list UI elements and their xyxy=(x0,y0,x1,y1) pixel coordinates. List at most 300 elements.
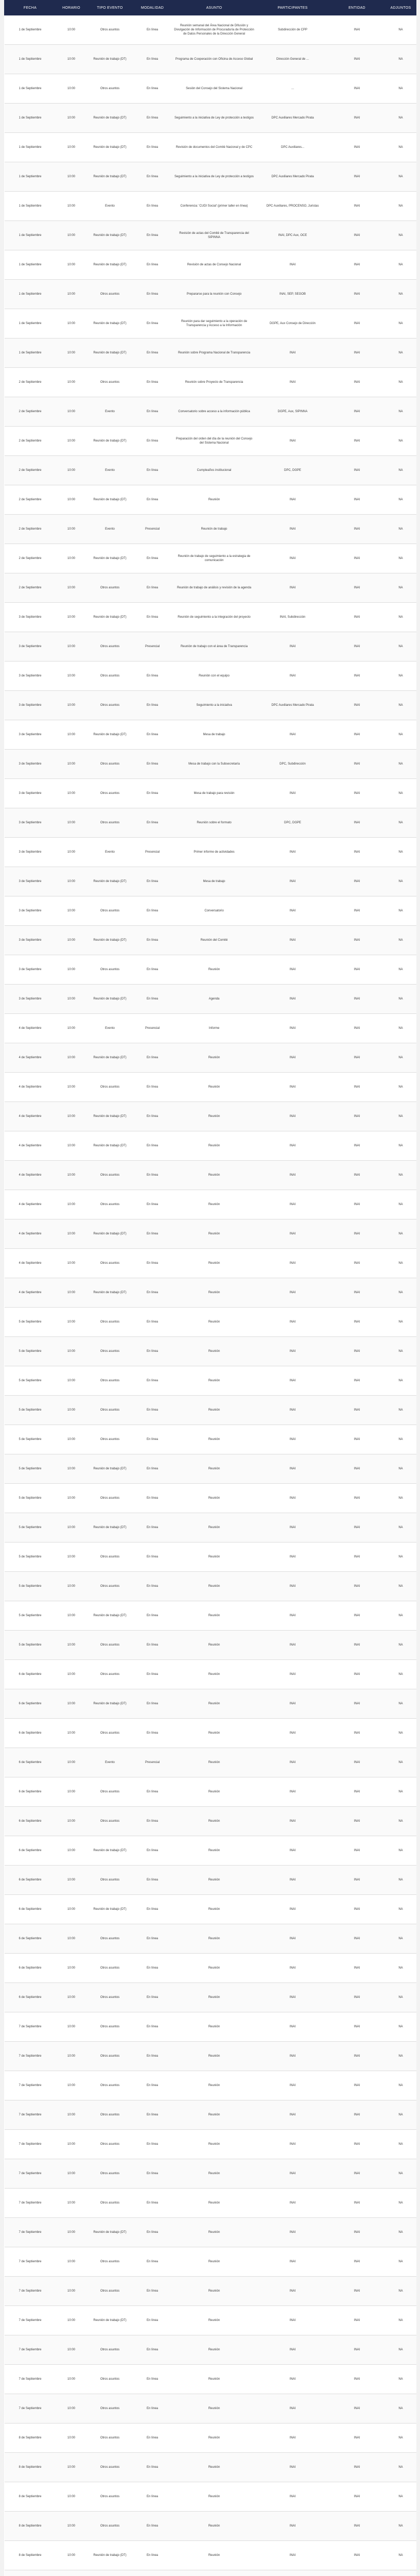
header-horario[interactable]: HORARIO xyxy=(56,1,87,15)
cell-participantes: INAI xyxy=(257,1249,329,1278)
cell-tipo-evento: Reunión de trabajo (DT) xyxy=(87,2306,133,2335)
cell-entidad: INAI xyxy=(329,1014,386,1043)
cell-adjuntos: NA xyxy=(386,1924,416,1954)
cell-tipo-evento: Otros asuntos xyxy=(87,750,133,779)
header-participantes[interactable]: PARTICIPANTES xyxy=(257,1,329,15)
cell-participantes: INAI xyxy=(257,2159,329,2189)
cell-participantes: DGPE, Aux, SIPINNA xyxy=(257,397,329,427)
cell-modalidad: En línea xyxy=(133,1043,172,1073)
cell-asunto: Reunión xyxy=(172,1308,257,1337)
table-row xyxy=(5,1748,416,1777)
cell-modalidad: En línea xyxy=(133,808,172,838)
table-row xyxy=(5,1866,416,1895)
cell-entidad: INAI xyxy=(329,1337,386,1366)
cell-asunto: Reunión xyxy=(172,2394,257,2424)
table-row xyxy=(5,1249,416,1278)
cell-tipo-evento: Otros asuntos xyxy=(87,1073,133,1102)
cell-tipo-evento: Reunión de trabajo (DT) xyxy=(87,133,133,162)
cell-adjuntos: NA xyxy=(386,221,416,250)
cell-fecha: 3 de Septiembre xyxy=(5,867,56,896)
cell-modalidad: En línea xyxy=(133,485,172,515)
cell-modalidad: En línea xyxy=(133,1308,172,1337)
cell-participantes: INAI xyxy=(257,985,329,1014)
cell-horario: 10:00 xyxy=(56,1396,87,1425)
cell-adjuntos: NA xyxy=(386,2042,416,2071)
cell-entidad: INAI xyxy=(329,1983,386,2012)
cell-tipo-evento: Otros asuntos xyxy=(87,1719,133,1748)
cell-entidad: INAI xyxy=(329,662,386,691)
cell-asunto: Preparación del orden del día de la reunión del Consejo del Sistema Nacional xyxy=(172,427,257,456)
cell-tipo-evento: Otros asuntos xyxy=(87,632,133,662)
cell-adjuntos: NA xyxy=(386,1748,416,1777)
cell-participantes: INAI xyxy=(257,720,329,750)
cell-horario: 10:00 xyxy=(56,309,87,338)
table-row xyxy=(5,104,416,133)
cell-participantes: INAI xyxy=(257,1043,329,1073)
table-row xyxy=(5,1043,416,1073)
cell-adjuntos: NA xyxy=(386,162,416,192)
cell-entidad: INAI xyxy=(329,2541,386,2570)
cell-modalidad: En línea xyxy=(133,955,172,985)
cell-participantes: INAI xyxy=(257,2189,329,2218)
cell-adjuntos: NA xyxy=(386,485,416,515)
cell-tipo-evento: Otros asuntos xyxy=(87,2100,133,2130)
cell-participantes: INAI xyxy=(257,1601,329,1631)
cell-tipo-evento: Otros asuntos xyxy=(87,2365,133,2394)
cell-tipo-evento: Reunión de trabajo (DT) xyxy=(87,162,133,192)
cell-tipo-evento: Otros asuntos xyxy=(87,808,133,838)
cell-asunto: Reunión xyxy=(172,1219,257,1249)
cell-participantes: INAI xyxy=(257,1337,329,1366)
cell-horario: 10:00 xyxy=(56,74,87,104)
cell-participantes: INAI xyxy=(257,1631,329,1660)
cell-fecha: 7 de Septiembre xyxy=(5,2335,56,2365)
cell-tipo-evento: Otros asuntos xyxy=(87,1631,133,1660)
cell-entidad: INAI xyxy=(329,2247,386,2277)
cell-entidad: INAI xyxy=(329,1543,386,1572)
cell-asunto: Reunión xyxy=(172,2277,257,2306)
table-row xyxy=(5,2541,416,2570)
cell-participantes: DPC Auxiliares Mercado Pirata xyxy=(257,691,329,720)
cell-horario: 10:00 xyxy=(56,896,87,926)
cell-adjuntos: NA xyxy=(386,1454,416,1484)
cell-adjuntos: NA xyxy=(386,2071,416,2100)
cell-asunto: Reunión xyxy=(172,1454,257,1484)
cell-adjuntos: NA xyxy=(386,397,416,427)
cell-tipo-evento: Otros asuntos xyxy=(87,2071,133,2100)
cell-asunto: Reunión del Comité xyxy=(172,926,257,955)
cell-participantes: INAI xyxy=(257,867,329,896)
cell-participantes: INAI xyxy=(257,2541,329,2570)
cell-horario: 10:00 xyxy=(56,250,87,280)
cell-adjuntos: NA xyxy=(386,720,416,750)
table-row xyxy=(5,603,416,632)
cell-asunto: Conferencia: 'CUDI Social' (primer taller en línea) xyxy=(172,192,257,221)
cell-fecha: 4 de Septiembre xyxy=(5,1073,56,1102)
table-row xyxy=(5,1983,416,2012)
cell-horario: 10:00 xyxy=(56,15,87,45)
cell-entidad: INAI xyxy=(329,2394,386,2424)
cell-asunto: Reunión xyxy=(172,1484,257,1513)
cell-adjuntos: NA xyxy=(386,2335,416,2365)
cell-entidad: INAI xyxy=(329,985,386,1014)
cell-horario: 10:00 xyxy=(56,2189,87,2218)
cell-entidad: INAI xyxy=(329,338,386,368)
cell-horario: 10:00 xyxy=(56,1249,87,1278)
cell-participantes: INAI xyxy=(257,1660,329,1689)
table-row xyxy=(5,1777,416,1807)
cell-horario: 10:00 xyxy=(56,1954,87,1983)
cell-entidad: INAI xyxy=(329,1043,386,1073)
cell-tipo-evento xyxy=(87,2570,133,2576)
cell-modalidad: En línea xyxy=(133,221,172,250)
cell-participantes: DPC Auxiliares... xyxy=(257,133,329,162)
cell-horario: 10:00 xyxy=(56,1513,87,1543)
cell-entidad: INAI xyxy=(329,45,386,74)
cell-participantes: INAI xyxy=(257,1161,329,1190)
cell-entidad: INAI xyxy=(329,1190,386,1219)
cell-adjuntos: NA xyxy=(386,1337,416,1366)
cell-horario: 10:00 xyxy=(56,427,87,456)
cell-participantes: INAI, Subdirección xyxy=(257,603,329,632)
cell-tipo-evento: Evento xyxy=(87,1748,133,1777)
cell-entidad: INAI xyxy=(329,1807,386,1836)
cell-fecha: 2 de Septiembre xyxy=(5,544,56,573)
table-row xyxy=(5,2570,416,2576)
cell-modalidad: En línea xyxy=(133,338,172,368)
cell-entidad: INAI xyxy=(329,1895,386,1924)
cell-tipo-evento: Otros asuntos xyxy=(87,1543,133,1572)
cell-participantes: INAI xyxy=(257,1836,329,1866)
cell-entidad: INAI xyxy=(329,1161,386,1190)
cell-participantes: INAI xyxy=(257,1748,329,1777)
cell-asunto: Seguimiento a la iniciativa de Ley de protección a testigos xyxy=(172,162,257,192)
cell-tipo-evento: Otros asuntos xyxy=(87,896,133,926)
cell-asunto: Reunión xyxy=(172,2100,257,2130)
cell-modalidad: En línea xyxy=(133,1278,172,1308)
cell-tipo-evento: Otros asuntos xyxy=(87,955,133,985)
cell-adjuntos: NA xyxy=(386,1954,416,1983)
cell-tipo-evento: Reunión de trabajo (DT) xyxy=(87,603,133,632)
cell-fecha: 7 de Septiembre xyxy=(5,2394,56,2424)
cell-fecha: 4 de Septiembre xyxy=(5,1131,56,1161)
cell-fecha xyxy=(5,2570,56,2576)
cell-horario: 10:00 xyxy=(56,750,87,779)
cell-entidad: INAI xyxy=(329,104,386,133)
cell-fecha: 1 de Septiembre xyxy=(5,104,56,133)
cell-adjuntos: NA xyxy=(386,1102,416,1131)
agenda-table xyxy=(4,0,416,2576)
cell-entidad: INAI xyxy=(329,632,386,662)
table-row xyxy=(5,1924,416,1954)
cell-modalidad: En línea xyxy=(133,1777,172,1807)
cell-horario: 10:00 xyxy=(56,1425,87,1454)
cell-fecha: 5 de Septiembre xyxy=(5,1572,56,1601)
cell-entidad: INAI xyxy=(329,750,386,779)
cell-horario: 10:00 xyxy=(56,2247,87,2277)
cell-horario: 10:00 xyxy=(56,1014,87,1043)
cell-horario: 10:00 xyxy=(56,2394,87,2424)
header-fecha[interactable]: FECHA xyxy=(5,1,56,15)
cell-asunto: Seguimiento a la iniciativa de Ley de protección a testigos xyxy=(172,104,257,133)
cell-horario: 10:00 xyxy=(56,1719,87,1748)
cell-adjuntos: NA xyxy=(386,104,416,133)
cell-entidad: INAI xyxy=(329,1777,386,1807)
cell-tipo-evento: Evento xyxy=(87,1014,133,1043)
table-row xyxy=(5,456,416,485)
cell-asunto xyxy=(172,2570,257,2576)
cell-participantes: ... xyxy=(257,74,329,104)
cell-tipo-evento: Reunión de trabajo (DT) xyxy=(87,1836,133,1866)
cell-horario: 10:00 xyxy=(56,838,87,867)
cell-modalidad: En línea xyxy=(133,2012,172,2042)
cell-asunto: Reunión xyxy=(172,955,257,985)
cell-asunto: Reunión xyxy=(172,1278,257,1308)
cell-horario: 10:00 xyxy=(56,1219,87,1249)
cell-tipo-evento: Reunión de trabajo (DT) xyxy=(87,338,133,368)
cell-modalidad: En línea xyxy=(133,1190,172,1219)
cell-entidad: INAI xyxy=(329,1308,386,1337)
cell-fecha: 1 de Septiembre xyxy=(5,45,56,74)
cell-fecha: 7 de Septiembre xyxy=(5,2042,56,2071)
cell-modalidad: En línea xyxy=(133,779,172,808)
cell-fecha: 7 de Septiembre xyxy=(5,2189,56,2218)
cell-asunto: Reunión xyxy=(172,2189,257,2218)
cell-modalidad: En línea xyxy=(133,45,172,74)
cell-modalidad: En línea xyxy=(133,397,172,427)
cell-horario: 10:00 xyxy=(56,603,87,632)
cell-tipo-evento: Otros asuntos xyxy=(87,691,133,720)
cell-modalidad: En línea xyxy=(133,2512,172,2541)
cell-adjuntos: NA xyxy=(386,2218,416,2247)
cell-fecha: 3 de Septiembre xyxy=(5,838,56,867)
cell-adjuntos: NA xyxy=(386,74,416,104)
cell-asunto: Reunión xyxy=(172,1924,257,1954)
cell-participantes: INAI, DPC Aux, OCE xyxy=(257,221,329,250)
cell-entidad: INAI xyxy=(329,2042,386,2071)
cell-horario: 10:00 xyxy=(56,2541,87,2570)
table-row xyxy=(5,720,416,750)
cell-modalidad: En línea xyxy=(133,15,172,45)
cell-fecha: 4 de Septiembre xyxy=(5,1014,56,1043)
cell-entidad xyxy=(329,2570,386,2576)
cell-fecha: 5 de Septiembre xyxy=(5,1484,56,1513)
cell-adjuntos: NA xyxy=(386,133,416,162)
cell-participantes: INAI xyxy=(257,1954,329,1983)
table-row xyxy=(5,985,416,1014)
cell-modalidad: En línea xyxy=(133,1631,172,1660)
cell-tipo-evento: Reunión de trabajo (DT) xyxy=(87,1454,133,1484)
table-row xyxy=(5,250,416,280)
cell-tipo-evento: Otros asuntos xyxy=(87,1924,133,1954)
table-row xyxy=(5,1014,416,1043)
cell-participantes: INAI xyxy=(257,1190,329,1219)
table-row xyxy=(5,133,416,162)
cell-modalidad: En línea xyxy=(133,1337,172,1366)
cell-entidad: INAI xyxy=(329,1249,386,1278)
cell-horario: 10:00 xyxy=(56,1983,87,2012)
cell-tipo-evento: Evento xyxy=(87,838,133,867)
cell-participantes: INAI xyxy=(257,1719,329,1748)
cell-fecha: 1 de Septiembre xyxy=(5,133,56,162)
cell-fecha: 5 de Septiembre xyxy=(5,1601,56,1631)
table-row xyxy=(5,1131,416,1161)
cell-asunto: Mesa de trabajo xyxy=(172,867,257,896)
cell-horario: 10:00 xyxy=(56,1866,87,1895)
table-row xyxy=(5,779,416,808)
cell-tipo-evento: Otros asuntos xyxy=(87,280,133,309)
table-row xyxy=(5,2071,416,2100)
cell-modalidad: En línea xyxy=(133,750,172,779)
cell-participantes: INAI xyxy=(257,1543,329,1572)
cell-fecha: 5 de Septiembre xyxy=(5,1425,56,1454)
cell-participantes: INAI xyxy=(257,2394,329,2424)
cell-modalidad: En línea xyxy=(133,867,172,896)
cell-adjuntos: NA xyxy=(386,250,416,280)
cell-adjuntos: NA xyxy=(386,1425,416,1454)
cell-fecha: 5 de Septiembre xyxy=(5,1631,56,1660)
cell-entidad: INAI xyxy=(329,2335,386,2365)
cell-asunto: Reunión xyxy=(172,1073,257,1102)
cell-participantes: INAI xyxy=(257,2482,329,2512)
header-tipo-evento[interactable]: TIPO EVENTO xyxy=(87,1,133,15)
cell-tipo-evento: Reunión de trabajo (DT) xyxy=(87,250,133,280)
cell-horario: 10:00 xyxy=(56,1924,87,1954)
cell-fecha: 1 de Septiembre xyxy=(5,221,56,250)
cell-asunto: Reunión de seguimiento a la integración del proyecto xyxy=(172,603,257,632)
cell-participantes: INAI xyxy=(257,1777,329,1807)
cell-fecha: 1 de Septiembre xyxy=(5,280,56,309)
cell-tipo-evento: Reunión de trabajo (DT) xyxy=(87,1102,133,1131)
cell-adjuntos: NA xyxy=(386,45,416,74)
table-row xyxy=(5,1102,416,1131)
cell-fecha: 7 de Septiembre xyxy=(5,2130,56,2159)
cell-fecha: 6 de Septiembre xyxy=(5,1660,56,1689)
header-asunto[interactable]: ASUNTO xyxy=(172,1,257,15)
cell-tipo-evento: Reunión de trabajo (DT) xyxy=(87,1895,133,1924)
cell-horario: 10:00 xyxy=(56,926,87,955)
cell-tipo-evento: Reunión de trabajo (DT) xyxy=(87,427,133,456)
cell-participantes: INAI xyxy=(257,1983,329,2012)
table-row xyxy=(5,1689,416,1719)
cell-asunto: Mesa de trabajo xyxy=(172,720,257,750)
cell-horario: 10:00 xyxy=(56,1454,87,1484)
cell-modalidad: En línea xyxy=(133,2394,172,2424)
cell-modalidad: En línea xyxy=(133,1073,172,1102)
cell-participantes: Dirección General de ... xyxy=(257,45,329,74)
cell-adjuntos: NA xyxy=(386,985,416,1014)
cell-participantes: INAI xyxy=(257,2335,329,2365)
cell-modalidad: En línea xyxy=(133,2482,172,2512)
cell-fecha: 3 de Septiembre xyxy=(5,779,56,808)
table-row xyxy=(5,2365,416,2394)
cell-participantes: INAI xyxy=(257,1484,329,1513)
table-row xyxy=(5,1278,416,1308)
cell-modalidad: En línea xyxy=(133,1131,172,1161)
table-row xyxy=(5,2394,416,2424)
cell-tipo-evento: Otros asuntos xyxy=(87,1807,133,1836)
cell-asunto: Reunión sobre Programa Nacional de Transparencia xyxy=(172,338,257,368)
cell-fecha: 5 de Septiembre xyxy=(5,1337,56,1366)
cell-entidad: INAI xyxy=(329,1425,386,1454)
cell-modalidad: En línea xyxy=(133,2365,172,2394)
table-header xyxy=(5,1,416,15)
header-entidad[interactable]: ENTIDAD xyxy=(329,1,386,15)
cell-participantes: INAI xyxy=(257,1513,329,1543)
cell-participantes: INAI xyxy=(257,2365,329,2394)
cell-asunto: Reunión xyxy=(172,1836,257,1866)
cell-adjuntos: NA xyxy=(386,1366,416,1396)
cell-entidad: INAI xyxy=(329,720,386,750)
cell-tipo-evento: Otros asuntos xyxy=(87,1484,133,1513)
cell-participantes: INAI xyxy=(257,662,329,691)
cell-tipo-evento: Otros asuntos xyxy=(87,1249,133,1278)
table-row xyxy=(5,926,416,955)
cell-adjuntos: NA xyxy=(386,427,416,456)
cell-modalidad: En línea xyxy=(133,926,172,955)
cell-modalidad: En línea xyxy=(133,133,172,162)
cell-modalidad: En línea xyxy=(133,1425,172,1454)
cell-asunto: Revisión de actas de Consejo Nacional xyxy=(172,250,257,280)
cell-entidad: INAI xyxy=(329,1219,386,1249)
cell-modalidad: En línea xyxy=(133,1513,172,1543)
cell-modalidad: En línea xyxy=(133,2453,172,2482)
cell-asunto: Revisión de actas del Comité de Transparencia del SIPINNA xyxy=(172,221,257,250)
cell-entidad: INAI xyxy=(329,2100,386,2130)
cell-adjuntos: NA xyxy=(386,1836,416,1866)
cell-horario: 10:00 xyxy=(56,104,87,133)
cell-participantes: INAI xyxy=(257,1807,329,1836)
cell-participantes: INAI xyxy=(257,427,329,456)
cell-participantes: INAI xyxy=(257,1102,329,1131)
cell-modalidad: En línea xyxy=(133,456,172,485)
header-modalidad[interactable]: MODALIDAD xyxy=(133,1,172,15)
cell-entidad: INAI xyxy=(329,838,386,867)
cell-fecha: 5 de Septiembre xyxy=(5,1454,56,1484)
cell-adjuntos: NA xyxy=(386,1601,416,1631)
cell-asunto: Reunión de trabajo xyxy=(172,515,257,544)
cell-fecha: 3 de Septiembre xyxy=(5,691,56,720)
header-adjuntos[interactable]: ADJUNTOS xyxy=(386,1,416,15)
cell-participantes: INAI xyxy=(257,1366,329,1396)
table-row xyxy=(5,515,416,544)
cell-participantes: DPC Auxiliares Mercado Pirata xyxy=(257,162,329,192)
cell-modalidad: Presencial xyxy=(133,515,172,544)
cell-horario: 10:00 xyxy=(56,192,87,221)
cell-modalidad: En línea xyxy=(133,985,172,1014)
cell-horario: 10:00 xyxy=(56,808,87,838)
cell-tipo-evento: Reunión de trabajo (DT) xyxy=(87,221,133,250)
cell-asunto: Reunión sobre el formato xyxy=(172,808,257,838)
cell-asunto: Reunión xyxy=(172,2424,257,2453)
cell-asunto: Conversatorio sobre acceso a la información pública xyxy=(172,397,257,427)
cell-horario: 10:00 xyxy=(56,1308,87,1337)
cell-fecha: 7 de Septiembre xyxy=(5,2277,56,2306)
cell-fecha: 4 de Septiembre xyxy=(5,1190,56,1219)
cell-entidad: INAI xyxy=(329,1102,386,1131)
cell-modalidad: En línea xyxy=(133,2189,172,2218)
cell-asunto: Reunión xyxy=(172,2012,257,2042)
cell-modalidad: En línea xyxy=(133,691,172,720)
table-row xyxy=(5,808,416,838)
cell-fecha: 6 de Septiembre xyxy=(5,1719,56,1748)
cell-entidad: INAI xyxy=(329,2071,386,2100)
cell-fecha: 3 de Septiembre xyxy=(5,985,56,1014)
cell-adjuntos: NA xyxy=(386,1660,416,1689)
cell-entidad: INAI xyxy=(329,1484,386,1513)
cell-horario: 10:00 xyxy=(56,1777,87,1807)
table-row xyxy=(5,632,416,662)
